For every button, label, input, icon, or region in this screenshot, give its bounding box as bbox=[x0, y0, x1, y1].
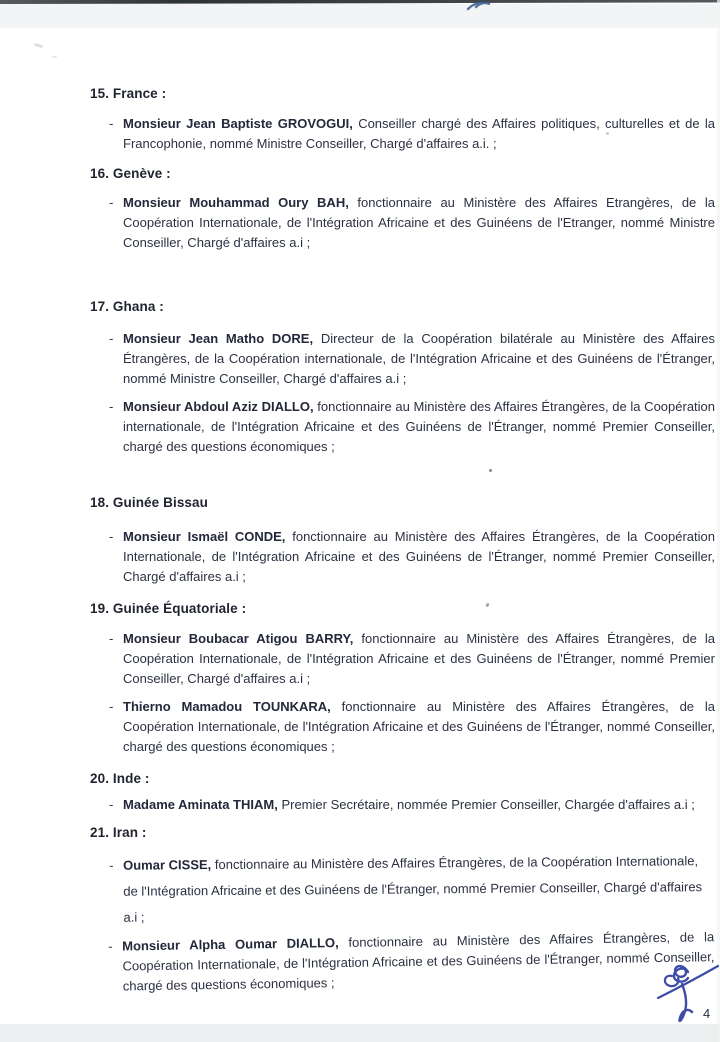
person-name: Monsieur Ismaël CONDE, bbox=[123, 529, 286, 544]
section-heading-france: 15. France : bbox=[90, 86, 167, 101]
appointment-text: Directeur de la Coopération bilatérale au Ministère des Affaires Étrangères, de la Coopération internationale, de l'Intégration Africaine et des Guinéens de l'Étranger, nommé Ministre Conseiller, Chargé d'affaires a.i ; bbox=[123, 331, 715, 386]
appointment-text: fonctionnaire au Ministère des Affaires Étrangères, de la Coopération Internationale, de l'Intégration Africaine et des Guinéens de l'Étranger, nommé Premier Conseiller, Chargé d'affaires a.i ; bbox=[123, 853, 703, 925]
appointment-text: fonctionnaire au Ministère des Affaires Étrangères, de la Coopération Internationale, de l'Intégration Africaine et des Guinéens de l'Étranger, nommé Premier Conseiller, Chargé d'affaires a.i ; bbox=[123, 631, 715, 686]
person-name: Thierno Mamadou TOUNKARA, bbox=[123, 699, 331, 714]
appointment-item bbox=[90, 397, 715, 457]
appointment-text: fonctionnaire au Ministère des Affaires Étrangères, de la Coopération internationale, de l'Intégration Africaine et des Guinéens de l'Étranger, nommé Premier Conseiller, chargé des questions économiques ; bbox=[123, 399, 716, 454]
appointment-item bbox=[90, 848, 716, 931]
appointment-item bbox=[90, 527, 715, 587]
pen-mark-icon bbox=[466, 0, 492, 12]
scan-band-bottom bbox=[0, 1024, 720, 1042]
appointment-item bbox=[90, 114, 715, 154]
person-name: Oumar CISSE, bbox=[123, 857, 212, 873]
person-name: Madame Aminata THIAM, bbox=[123, 797, 278, 812]
section-heading-inde: 20. Inde : bbox=[90, 771, 150, 786]
appointment-item bbox=[90, 697, 715, 757]
scan-speck bbox=[34, 43, 43, 49]
section-heading-geneve: 16. Genève : bbox=[90, 166, 171, 181]
person-name: Monsieur Boubacar Atigou BARRY, bbox=[123, 631, 354, 646]
appointment-item bbox=[90, 193, 715, 253]
appointment-text: Conseiller chargé des Affaires politiques, culturelles et de la Francophonie, nommé Ministre Conseiller, Chargé d'affaires a.i. ; bbox=[123, 116, 715, 151]
scan-speck bbox=[52, 56, 57, 59]
appointment-item bbox=[90, 629, 715, 689]
appointment-item bbox=[90, 329, 715, 389]
appointment-text: fonctionnaire au Ministère des Affaires Étrangères, de la Coopération Internationale, de l'Intégration Africaine et des Guinéens de l'Étranger, nommé Premier Conseiller, Chargé d'affaires a.i ; bbox=[123, 529, 715, 584]
appointment-item bbox=[90, 795, 715, 815]
appointment-text: fonctionnaire au Ministère des Affaires Étrangères, de la Coopération Internationale, de l'Intégration Africaine et des Guinéens de l'Étranger, nommé Conseiller, chargé des questions économiques ; bbox=[123, 699, 715, 754]
page-number: 4 bbox=[703, 1006, 711, 1021]
document-page bbox=[0, 84, 720, 997]
section-heading-guinee-bissau: 18. Guinée Bissau bbox=[90, 495, 208, 510]
section-heading-ghana: 17. Ghana : bbox=[90, 299, 164, 314]
section-heading-guinee-equatoriale: 19. Guinée Équatoriale : bbox=[90, 601, 247, 616]
person-name: Monsieur Jean Baptiste GROVOGUI, bbox=[123, 116, 353, 131]
appointment-text: fonctionnaire au Ministère des Affaires Etrangères, de la Coopération Internationale, de l'Intégration Africaine et des Guinéens de l'Etranger, nommé Ministre Conseiller, Chargé d'affaires a.i ; bbox=[123, 195, 715, 250]
appointment-text: fonctionnaire au Ministère des Affaires Étrangères, de la Coopération Internationale, de l'Intégration Africaine et des Guinéens de l'Étranger, nommé Conseiller, chargé des questions économiques ; bbox=[122, 929, 715, 994]
appointment-item bbox=[89, 927, 715, 997]
scan-band-top bbox=[0, 4, 720, 28]
section-heading-iran: 21. Iran : bbox=[90, 825, 147, 840]
person-name: Monsieur Alpha Oumar DIALLO, bbox=[122, 935, 339, 954]
person-name: Monsieur Abdoul Aziz DIALLO, bbox=[123, 399, 314, 414]
appointment-text: Premier Secrétaire, nommée Premier Conseiller, Chargée d'affaires a.i ; bbox=[281, 797, 695, 812]
person-name: Monsieur Mouhammad Oury BAH, bbox=[123, 195, 349, 210]
person-name: Monsieur Jean Matho DORE, bbox=[123, 331, 314, 346]
